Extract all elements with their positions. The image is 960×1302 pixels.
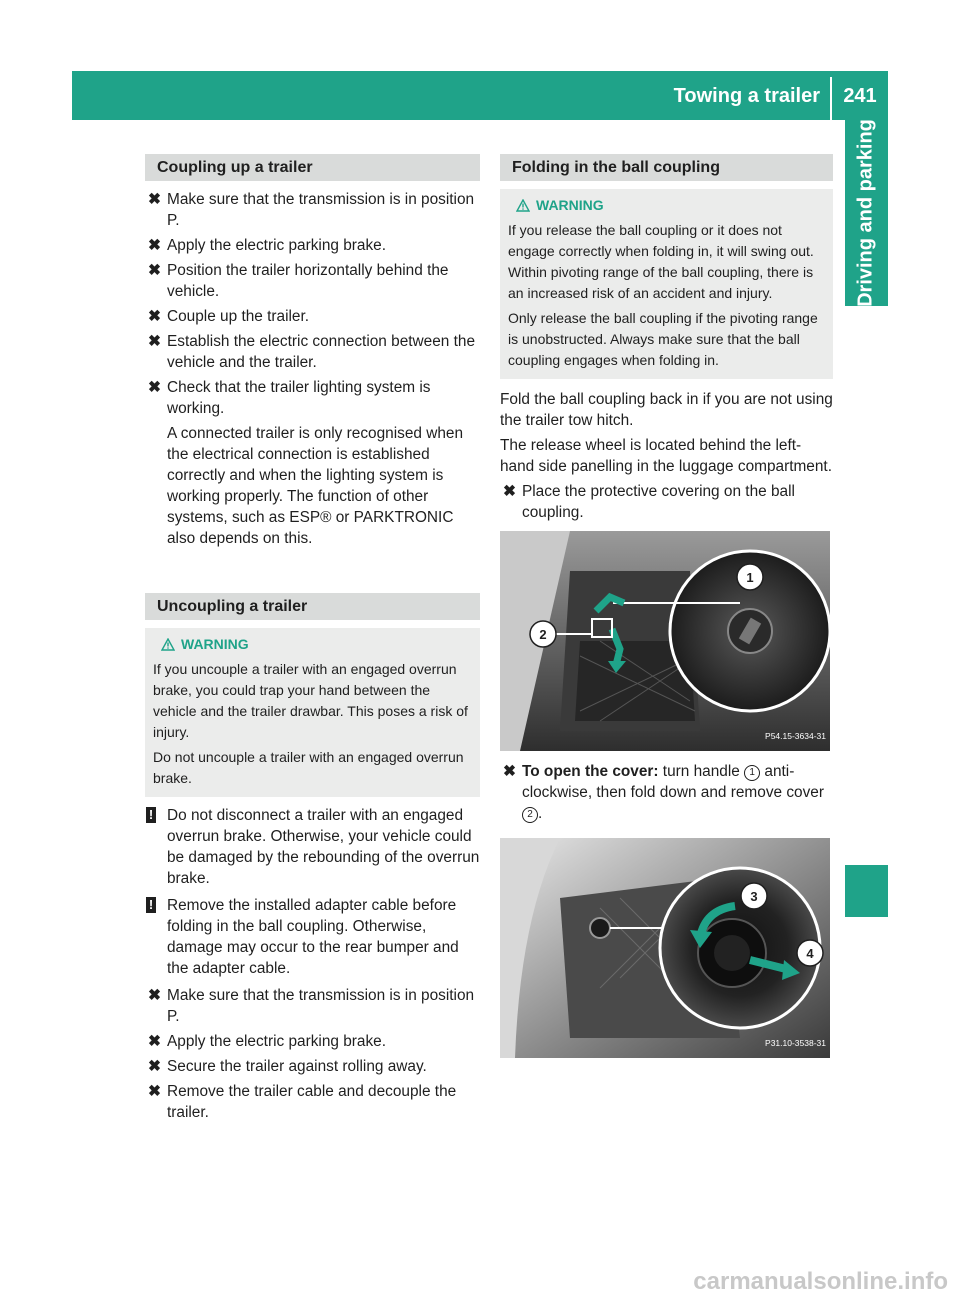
figure-code: P31.10-3538-31 <box>765 1038 826 1048</box>
svg-text:3: 3 <box>750 889 758 904</box>
callout-1: 1 <box>744 765 760 781</box>
caution-note: ! Remove the installed adapter cable before folding in the ball coupling. Otherwise, damage may occur to the rear bumper and the adapter cable. <box>145 895 480 979</box>
chapter-marker <box>845 865 888 917</box>
warning-box <box>145 628 480 797</box>
caution-icon: ! <box>146 807 156 823</box>
header-bar <box>72 71 888 120</box>
warning-text: If you release the ball coupling or it does not engage correctly when folding in, it will swing out. Within pivoting range of the ball coupling, there is an increased risk of an accident and injury. <box>508 222 814 301</box>
folding-step: ✖ Place the protective covering on the ball coupling. <box>503 483 795 521</box>
body-paragraph: The release wheel is located behind the left-hand side panelling in the luggage compartment. <box>500 437 832 475</box>
coupling-step: ✖ Apply the electric parking brake. <box>148 237 387 254</box>
warning-text: Only release the ball coupling if the pivoting range is unobstructed. Always make sure that the ball coupling engages when folding in. <box>508 310 818 368</box>
folding-heading: Folding in the ball coupling <box>500 154 833 181</box>
figure-code: P54.15-3634-31 <box>765 731 826 741</box>
caution-note: ! Do not disconnect a trailer with an engaged overrun brake. Otherwise, your vehicle could be damaged by the rebounding of the overrun brake. <box>145 805 480 889</box>
svg-text:2: 2 <box>539 627 547 642</box>
callout-2: 2 <box>522 807 538 823</box>
uncoupling-step: ✖ Secure the trailer against rolling away. <box>148 1058 427 1075</box>
uncoupling-heading: Uncoupling a trailer <box>145 593 480 620</box>
warning-text: If you uncouple a trailer with an engaged overrun brake, you could trap your hand between the vehicle and the trailer drawbar. This poses a risk of injury. <box>153 661 468 740</box>
coupling-step: ✖ Make sure that the transmission is in position P. <box>148 191 475 229</box>
figure-release-wheel <box>500 838 830 1058</box>
section-title: Towing a trailer <box>673 85 820 107</box>
chapter-tab-label: Driving and parking <box>854 119 877 307</box>
uncoupling-step: ✖ Remove the trailer cable and decouple the trailer. <box>148 1083 457 1121</box>
warning-label: WARNING <box>536 197 604 213</box>
svg-text:4: 4 <box>806 946 814 961</box>
warning-box <box>500 189 833 379</box>
left-column <box>145 154 480 1127</box>
caution-icon: ! <box>146 897 156 913</box>
coupling-step: ✖ Couple up the trailer. <box>148 308 310 325</box>
coupling-heading: Coupling up a trailer <box>145 154 480 181</box>
coupling-step: ✖ Position the trailer horizontally behind the vehicle. <box>148 262 449 300</box>
svg-text:1: 1 <box>746 570 754 585</box>
warning-text: Do not uncouple a trailer with an engaged overrun brake. <box>153 749 464 786</box>
uncoupling-step: ✖ Make sure that the transmission is in position P. <box>148 987 475 1025</box>
coupling-note: A connected trailer is only recognised when the electrical connection is established correctly and when the lighting system is working properly. The function of other systems, such as ESP® or PARKTRONIC also depends on this. <box>167 425 464 547</box>
folding-step: ✖ To open the cover: turn handle 1 anti-clockwise, then fold down and remove cover 2 . <box>503 763 824 822</box>
figure-cover-handle <box>500 531 830 751</box>
watermark: carmanualsonline.info <box>693 1268 948 1295</box>
coupling-step: ✖ Establish the electric connection between the vehicle and the trailer. <box>148 333 476 371</box>
coupling-step: ✖ Check that the trailer lighting system is working. <box>148 379 431 417</box>
right-column <box>500 154 833 1068</box>
warning-icon <box>161 638 175 651</box>
page-number: 241 <box>843 85 877 107</box>
warning-label: WARNING <box>181 636 249 652</box>
uncoupling-step: ✖ Apply the electric parking brake. <box>148 1033 387 1050</box>
warning-icon <box>516 199 530 212</box>
body-paragraph: Fold the ball coupling back in if you are not using the trailer tow hitch. <box>500 391 833 429</box>
